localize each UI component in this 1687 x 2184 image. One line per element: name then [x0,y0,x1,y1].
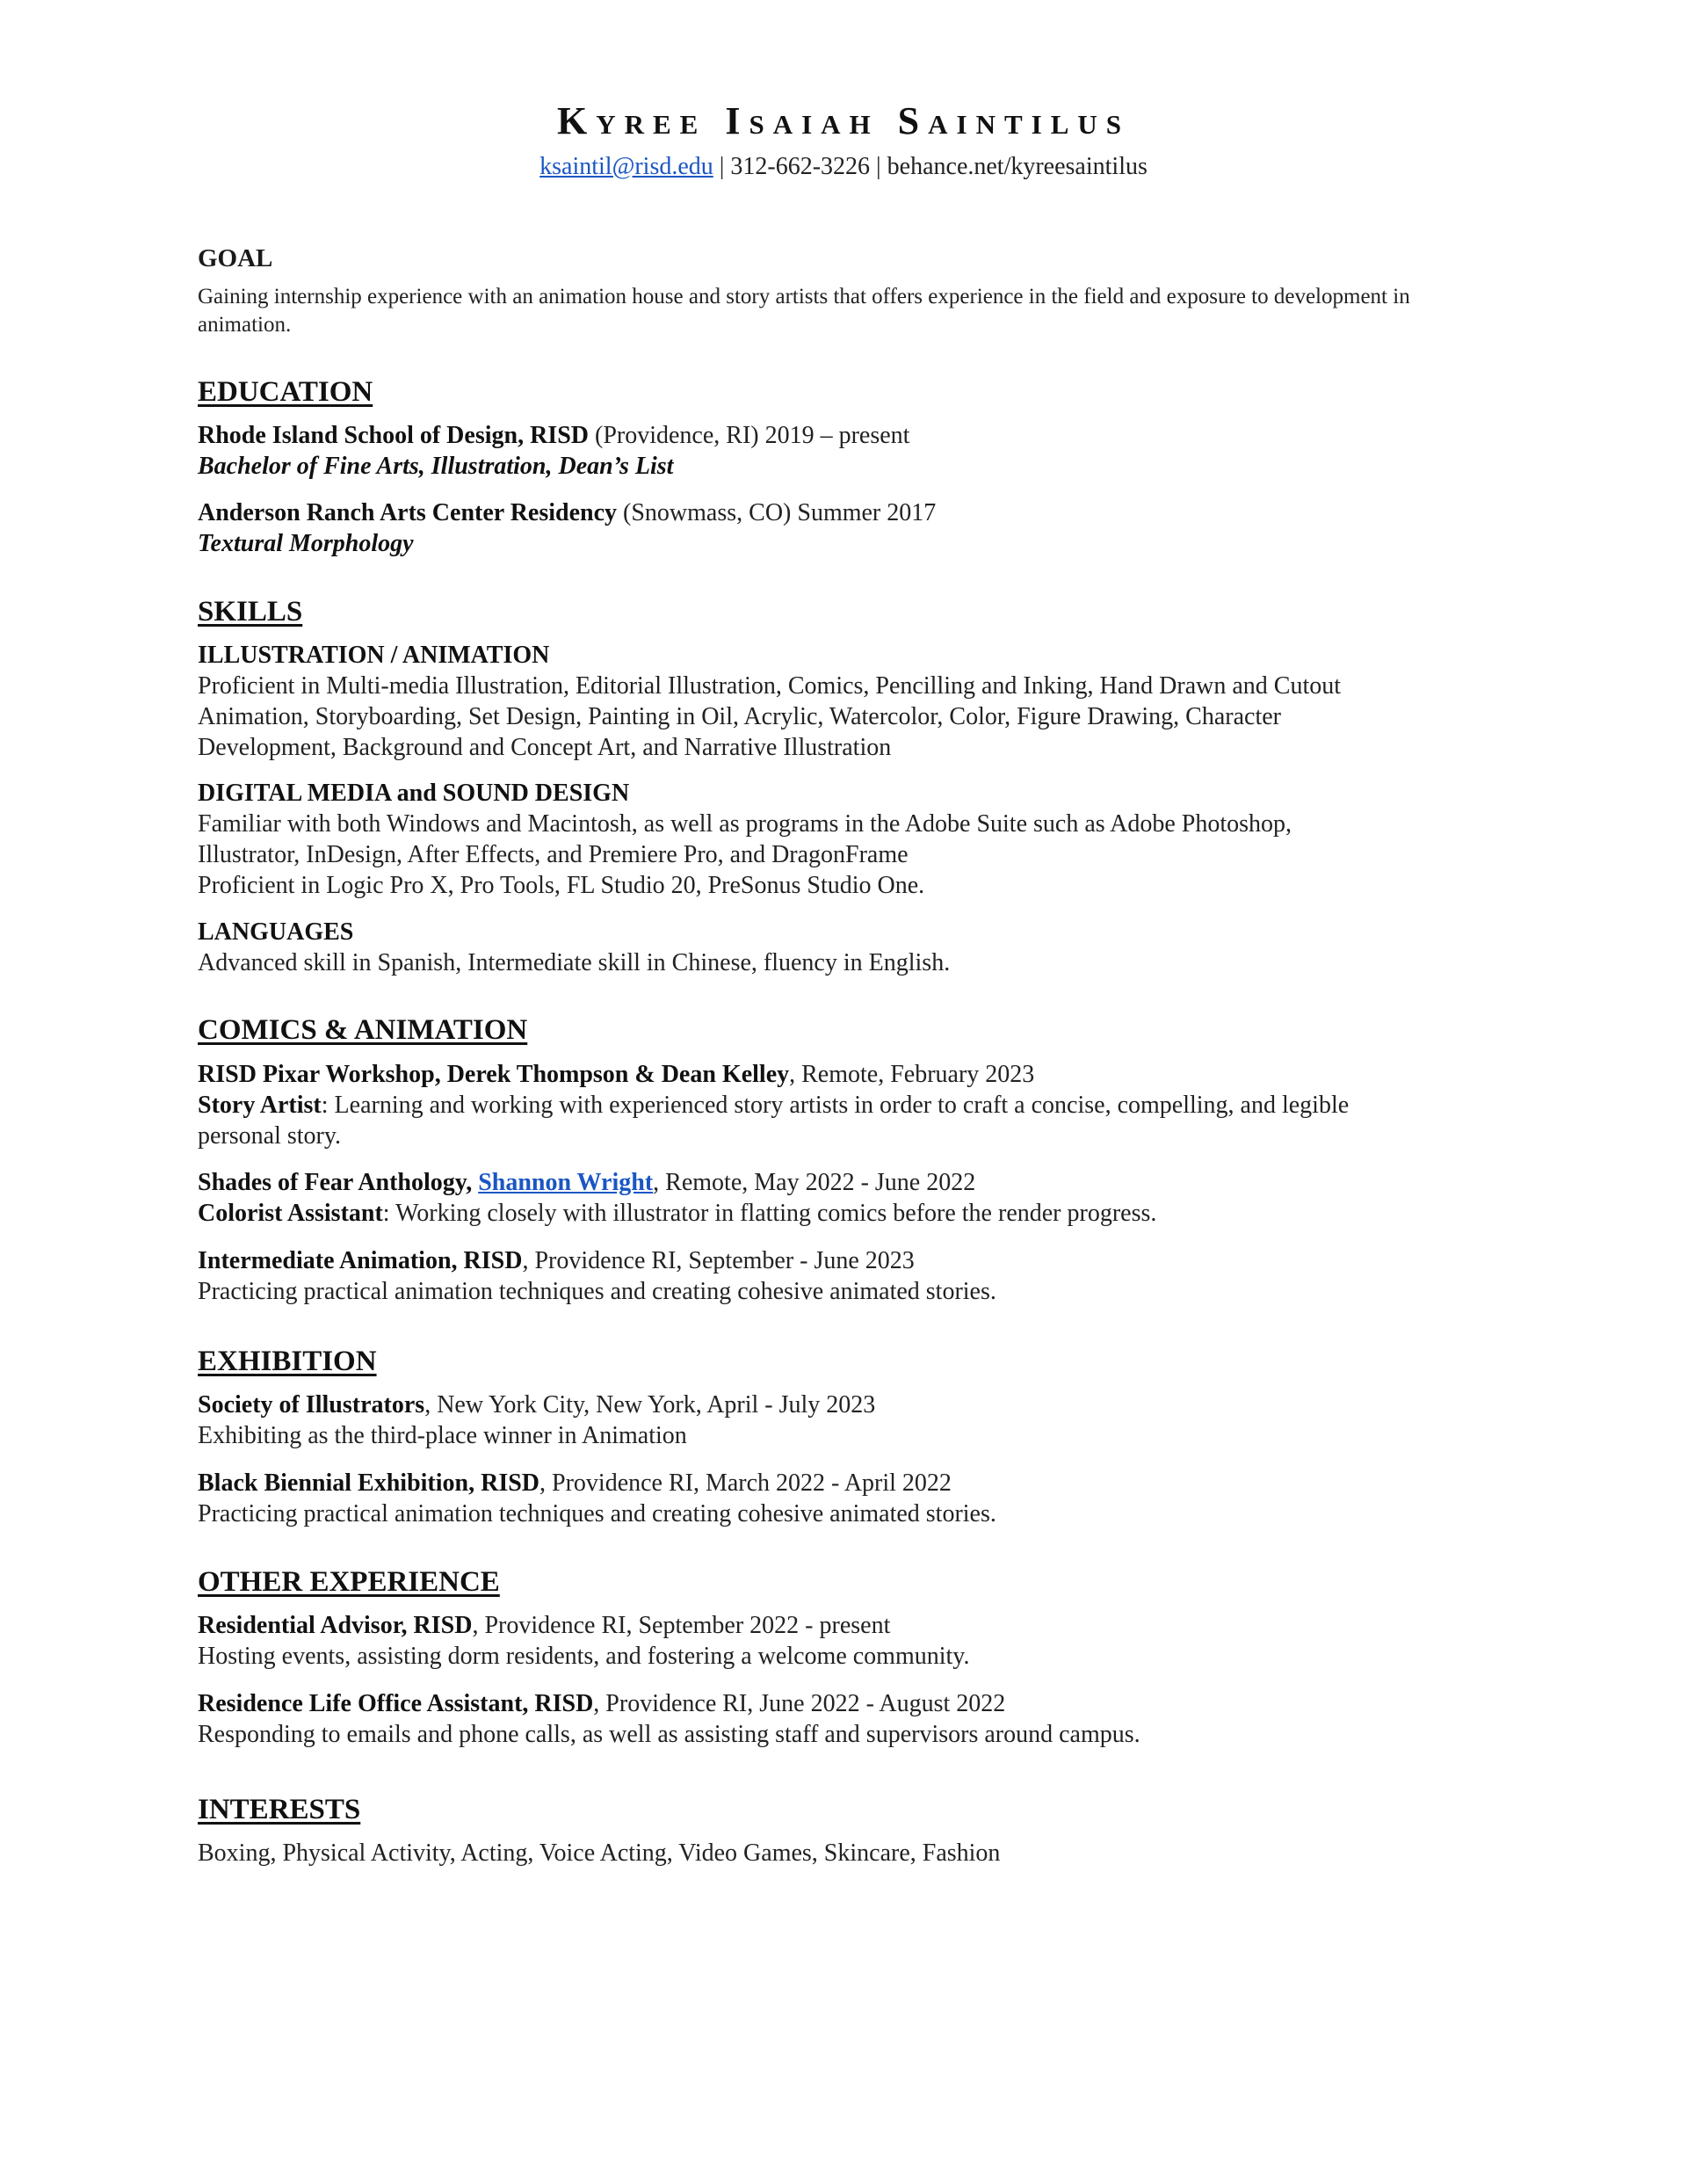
experience-title: Intermediate Animation, RISD [198,1247,523,1274]
education-heading: EDUCATION [198,376,373,408]
institution-details: (Providence, RI) 2019 – present [589,422,910,449]
skill-line: Advanced skill in Spanish, Intermediate skill in Chinese, fluency in English. [198,949,951,976]
experience-description: personal story. [198,1122,342,1150]
other-experience-heading: OTHER EXPERIENCE [198,1566,500,1598]
skill-group [198,778,1463,901]
experience-item [198,1167,1463,1229]
exhibition-details: , Providence RI, March 2022 - April 2022 [539,1469,952,1497]
experience-role: Colorist Assistant [198,1200,383,1227]
experience-item [198,1245,1463,1307]
education-item [198,420,1463,482]
contact-separator: | [713,153,731,180]
exhibition-title: Black Biennial Exhibition, RISD [198,1469,540,1497]
experience-title: RISD Pixar Workshop, Derek Thompson & Dean Kelley [198,1061,790,1088]
artist-link[interactable]: Shannon Wright [478,1169,654,1196]
skill-group [198,640,1463,763]
comics-heading: COMICS & ANIMATION [198,1014,528,1046]
skill-group [198,917,1463,978]
skill-group-title: LANGUAGES [198,918,354,946]
skill-line: Animation, Storyboarding, Set Design, Painting in Oil, Acrylic, Watercolor, Color, Figure Drawing, Character [198,703,1281,730]
skill-line: Proficient in Multi-media Illustration, Editorial Illustration, Comics, Pencilling and Inking, Hand Drawn and Cutout [198,672,1342,700]
experience-details: , Remote, May 2022 - June 2022 [653,1169,976,1196]
contact-separator: | [870,153,887,180]
experience-details: , Remote, February 2023 [789,1061,1035,1088]
experience-description: Practicing practical animation techniques and creating cohesive animated stories. [198,1278,996,1305]
experience-title: Shades of Fear Anthology, [198,1169,479,1196]
skill-group-title: ILLUSTRATION / ANIMATION [198,642,550,669]
other-experience-item [198,1688,1463,1750]
experience-details: , Providence RI, September - June 2023 [522,1247,915,1274]
interests-text: Boxing, Physical Activity, Acting, Voice Acting, Video Games, Skincare, Fashion [198,1839,1001,1867]
experience-description: : Learning and working with experienced story artists in order to craft a concise, compelling, and legible [321,1092,1350,1119]
experience-role: Story Artist [198,1092,322,1119]
exhibition-description: Practicing practical animation techniques and creating cohesive animated stories. [198,1500,996,1527]
experience-description: : Working closely with illustrator in flatting comics before the render progress. [382,1200,1157,1227]
email-link[interactable]: ksaintil@risd.edu [539,153,713,180]
institution-details: (Snowmass, CO) Summer 2017 [617,499,937,526]
exhibition-description: Exhibiting as the third-place winner in Animation [198,1422,687,1449]
exhibition-details: , New York City, New York, April - July 2023 [424,1391,876,1419]
skill-line: Proficient in Logic Pro X, Pro Tools, FL Studio 20, PreSonus Studio One. [198,872,925,899]
position-description: Hosting events, assisting dorm residents, and fostering a welcome community. [198,1643,970,1670]
interests-heading: INTERESTS [198,1794,361,1825]
position-title: Residence Life Office Assistant, RISD [198,1690,594,1717]
skill-line: Illustrator, InDesign, After Effects, and Premiere Pro, and DragonFrame [198,841,909,868]
exhibition-title: Society of Illustrators [198,1391,425,1419]
position-title: Residential Advisor, RISD [198,1612,473,1639]
position-description: Responding to emails and phone calls, as well as assisting staff and supervisors around campus. [198,1721,1140,1748]
contact-line [0,149,1687,185]
goal-text: Gaining internship experience with an animation house and story artists that offers experience in the field and exposure to development in animation. [198,285,1410,337]
position-details: , Providence RI, September 2022 - present [472,1612,891,1639]
exhibition-item [198,1468,1463,1529]
exhibition-item [198,1389,1463,1451]
position-details: , Providence RI, June 2022 - August 2022 [593,1690,1006,1717]
institution-name: Rhode Island School of Design, RISD [198,422,589,449]
skill-line: Development, Background and Concept Art, and Narrative Illustration [198,734,892,761]
skill-group-title: DIGITAL MEDIA and SOUND DESIGN [198,780,630,807]
phone-number: 312-662-3226 [730,153,871,180]
education-item [198,497,1463,559]
skills-heading: SKILLS [198,596,303,628]
experience-item [198,1059,1463,1151]
exhibition-heading: EXHIBITION [198,1346,377,1377]
other-experience-item [198,1610,1463,1672]
goal-heading: GOAL [198,244,273,272]
skill-line: Familiar with both Windows and Macintosh, as well as programs in the Adobe Suite such as Adobe Photoshop, [198,810,1292,838]
website-url: behance.net/kyreesaintilus [887,153,1148,180]
institution-name: Anderson Ranch Arts Center Residency [198,499,618,526]
candidate-name: Kyree Isaiah Saintilus [556,99,1131,142]
degree: Bachelor of Fine Arts, Illustration, Dean’s List [198,453,674,480]
degree: Textural Morphology [198,530,414,557]
